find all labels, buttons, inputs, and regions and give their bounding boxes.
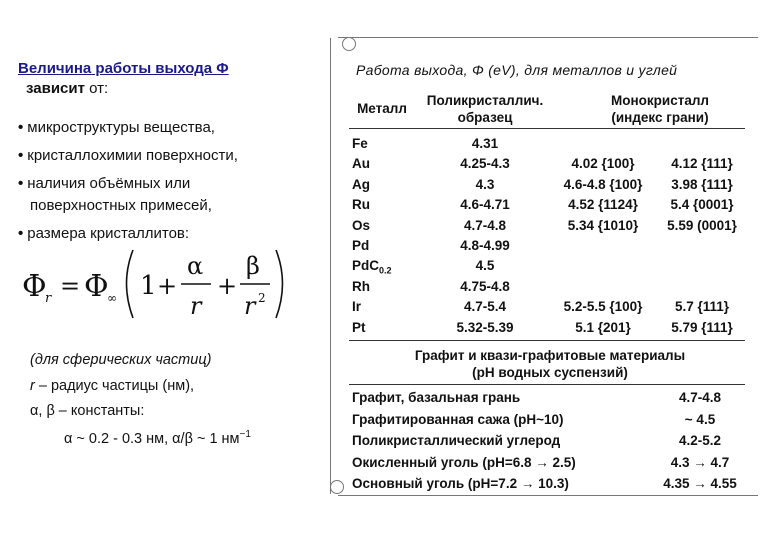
mono-value-a: 5.2-5.5 {100} [563, 299, 643, 315]
bullet-continuation: поверхностных примесей, [30, 197, 212, 214]
formula-one: 1 [140, 271, 157, 301]
graphite-material-value: 4.7-4.8 [678, 390, 722, 405]
poly-value: 4.75-4.8 [460, 278, 510, 294]
bullet-mark: • [18, 225, 24, 242]
col-header-metal: Металл [357, 101, 407, 116]
mono-value-a: 5.34 {1010} [567, 217, 639, 233]
subtitle-rest: от: [89, 80, 109, 97]
bullet-text: размера кристаллитов: [27, 225, 190, 242]
graphite-material-name: Окисленный уголь (pH=6.8 → 2.5) [352, 454, 576, 470]
graphite-material-value: 4.2-5.2 [678, 433, 722, 448]
bullet-item [18, 146, 238, 166]
metal-symbol: Pt [352, 319, 366, 335]
bullet-mark: • [18, 119, 24, 136]
poly-value: 4.6-4.71 [460, 197, 510, 213]
col-header-mono: Монокристалл (индекс грани) [611, 93, 709, 125]
table-divider [349, 384, 745, 385]
metal-subscript: 0.2 [379, 266, 392, 277]
col-header-poly: Поликристаллич. образец [426, 93, 544, 125]
mono-value-b: 5.4 {0001} [670, 197, 734, 213]
table-divider [349, 128, 745, 129]
scroll-top-edge [338, 37, 758, 51]
work-function-formula [18, 238, 318, 328]
formula-square: 2 [258, 291, 266, 305]
mono-value-a: 4.02 {100} [571, 156, 635, 172]
metal-symbol: Pd [352, 238, 370, 253]
poly-value: 4.31 [471, 136, 499, 151]
bullet-text: микроструктуры вещества, [27, 119, 215, 136]
graphite-material-value: 4.35 → 4.55 [663, 476, 737, 491]
metal-symbol: Ag [352, 176, 370, 192]
poly-value: 4.7-4.8 [463, 217, 507, 233]
right-paren-icon [276, 250, 283, 318]
slide-subtitle [26, 80, 108, 97]
bullet-item [18, 174, 190, 194]
metal-symbol: Os [352, 217, 371, 233]
graphite-section-title: Графит и квази-графитовые материалы (pH водных суспензий) [414, 348, 686, 380]
formula-beta: β [246, 252, 260, 280]
mono-value-b: 5.7 {111} [674, 299, 730, 315]
mono-value-a: 5.1 {201} [575, 319, 631, 335]
mono-value-a: 4.52 {1124} [568, 197, 638, 213]
graphite-material-name: Основный уголь (pH=7.2 → 10.3) [352, 476, 569, 491]
scroll-curl-icon [342, 37, 356, 51]
bullet-text: наличия объёмных или [27, 175, 191, 192]
note-values: α ~ 0.2 - 0.3 нм, α/β ~ 1 $нм^{-1}$ [64, 429, 251, 447]
metal-symbol: PdC$_{0.2}$ [352, 258, 392, 277]
note-spherical: (для сферических частиц) [30, 352, 212, 368]
note-radius: r – радиус частицы (нм), [30, 378, 195, 394]
bullet-mark: • [18, 175, 24, 192]
formula-lhs: Φ [22, 269, 47, 304]
bullet-text: кристаллохимии поверхности, [27, 147, 238, 164]
poly-value: 4.8-4.99 [460, 238, 510, 253]
bullet-mark: • [18, 147, 24, 164]
poly-value: 4.3 [475, 176, 495, 192]
subtitle-emphasis: зависит [26, 80, 85, 97]
mono-value-a: 4.6-4.8 {100} [563, 176, 643, 192]
graphite-material-value: 4.3 → 4.7 [670, 454, 730, 470]
metal-symbol: Fe [352, 136, 368, 151]
metal-symbol: Ir [352, 299, 362, 315]
formula-plus-1: + [157, 272, 178, 300]
left-paren-icon [127, 250, 134, 318]
panel-title: Работа выхода, Φ (eV), для металлов и углей [356, 62, 678, 78]
formula-eq: = [60, 272, 81, 300]
formula-rhs-sub: ∞ [107, 291, 117, 305]
formula-plus-2: + [217, 272, 238, 300]
graphite-material-value: ~ 4.5 [684, 411, 716, 427]
note-r-symbol: r [30, 378, 35, 394]
formula-r: r [190, 292, 202, 320]
mono-value-b: 5.59 (0001} [667, 217, 737, 233]
metal-symbol: Rh [352, 278, 370, 294]
formula-alpha: α [187, 252, 204, 280]
slide-title: Величина работы выхода Φ [18, 60, 229, 77]
poly-value: 4.25-4.3 [460, 156, 510, 172]
note-constants: α, β – константы: [30, 403, 145, 419]
bullet-item [18, 118, 215, 138]
graphite-material-name: Поликристаллический углерод [352, 433, 561, 448]
mono-value-b: 3.98 {111} [671, 176, 733, 192]
formula-lhs-sub: r [45, 291, 52, 306]
poly-value: 4.7-5.4 [463, 299, 507, 315]
poly-value: 5.32-5.39 [456, 319, 514, 335]
graphite-material-name: Графитированная сажа (pH~10) [352, 411, 564, 427]
table-divider [349, 340, 745, 341]
poly-value: 4.5 [475, 258, 495, 274]
formula-rhs: Φ [84, 269, 109, 304]
mono-value-b: 5.79 {111} [671, 319, 733, 335]
metal-symbol: Au [352, 156, 370, 172]
mono-value-b: 4.12 {111} [671, 156, 733, 172]
graphite-material-name: Графит, базальная грань [352, 390, 521, 405]
metal-symbol: Ru [352, 197, 370, 213]
scroll-curl-icon [330, 480, 344, 494]
formula-r2: r [244, 292, 256, 320]
